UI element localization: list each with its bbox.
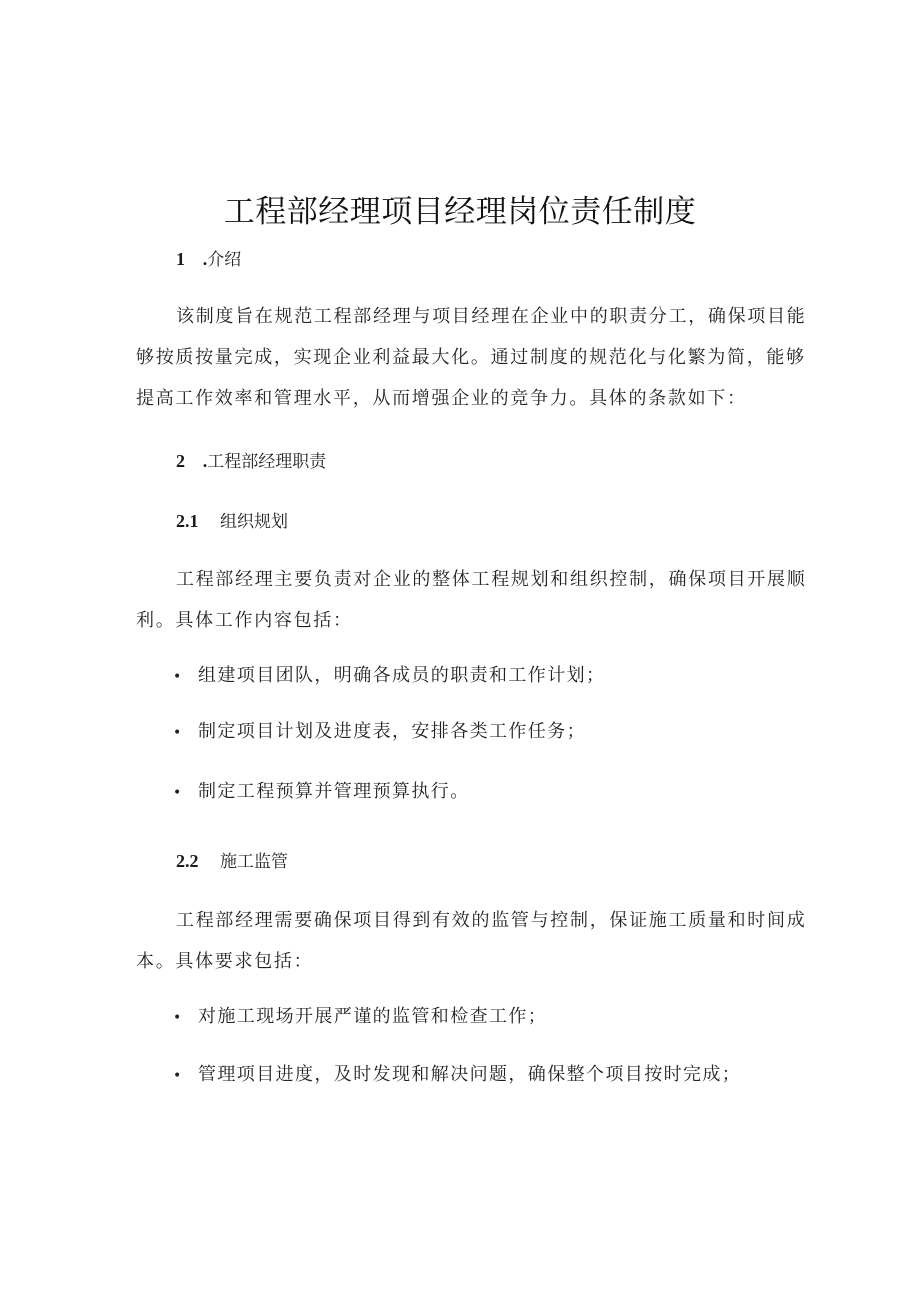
list-item-text: 制定项目计划及进度表，安排各类工作任务； — [198, 721, 586, 742]
section-2-heading — [176, 449, 326, 474]
section-number: 1 — [176, 249, 185, 269]
section-separator: . — [202, 249, 208, 269]
bullet-icon: • — [173, 1010, 183, 1026]
section-title: 介绍 — [207, 250, 242, 270]
document-title: 工程部经理项目经理岗位责任制度 — [223, 194, 697, 230]
section-separator: . — [202, 451, 208, 471]
bullet-icon: • — [173, 669, 183, 685]
list-item — [173, 1005, 547, 1030]
subsection-2-2-paragraph: 工程部经理需要确保项目得到有效的监管与控制，保证施工质量和时间成本。具体要求包括： — [136, 910, 807, 972]
section-1-heading — [176, 247, 241, 272]
subsection-2-1-paragraph: 工程部经理主要负责对企业的整体工程规划和组织控制，确保项目开展顺利。具体工作内容包括： — [136, 569, 807, 631]
list-item-text: 组建项目团队，明确各成员的职责和工作计划； — [198, 665, 606, 686]
bullet-icon: • — [173, 1068, 183, 1084]
list-item — [173, 780, 470, 805]
subsection-2-2-heading — [176, 849, 288, 874]
list-item — [173, 1063, 741, 1088]
section-title: 工程部经理职责 — [207, 452, 327, 472]
subsection-title: 施工监管 — [220, 852, 288, 872]
list-item — [173, 664, 605, 689]
subsection-2-1-heading — [176, 509, 288, 534]
section-number: 2 — [176, 451, 185, 471]
section-1-paragraph: 该制度旨在规范工程部经理与项目经理在企业中的职责分工，确保项目能够按质按量完成，实现企业利益最大化。通过制度的规范化与化繁为简，能够提高工作效率和管理水平，从而增强企业的竞争力。具体的条款如下： — [136, 306, 807, 409]
list-item-text: 管理项目进度，及时发现和解决问题，确保整个项目按时完成； — [198, 1064, 742, 1085]
subsection-title: 组织规划 — [220, 512, 288, 532]
list-item-text: 对施工现场开展严谨的监管和检查工作； — [198, 1006, 548, 1027]
bullet-icon: • — [173, 785, 183, 801]
list-item — [173, 720, 586, 745]
bullet-icon: • — [173, 725, 183, 741]
list-item-text: 制定工程预算并管理预算执行。 — [198, 781, 470, 802]
subsection-number: 2.1 — [176, 511, 199, 531]
subsection-number: 2.2 — [176, 851, 199, 871]
